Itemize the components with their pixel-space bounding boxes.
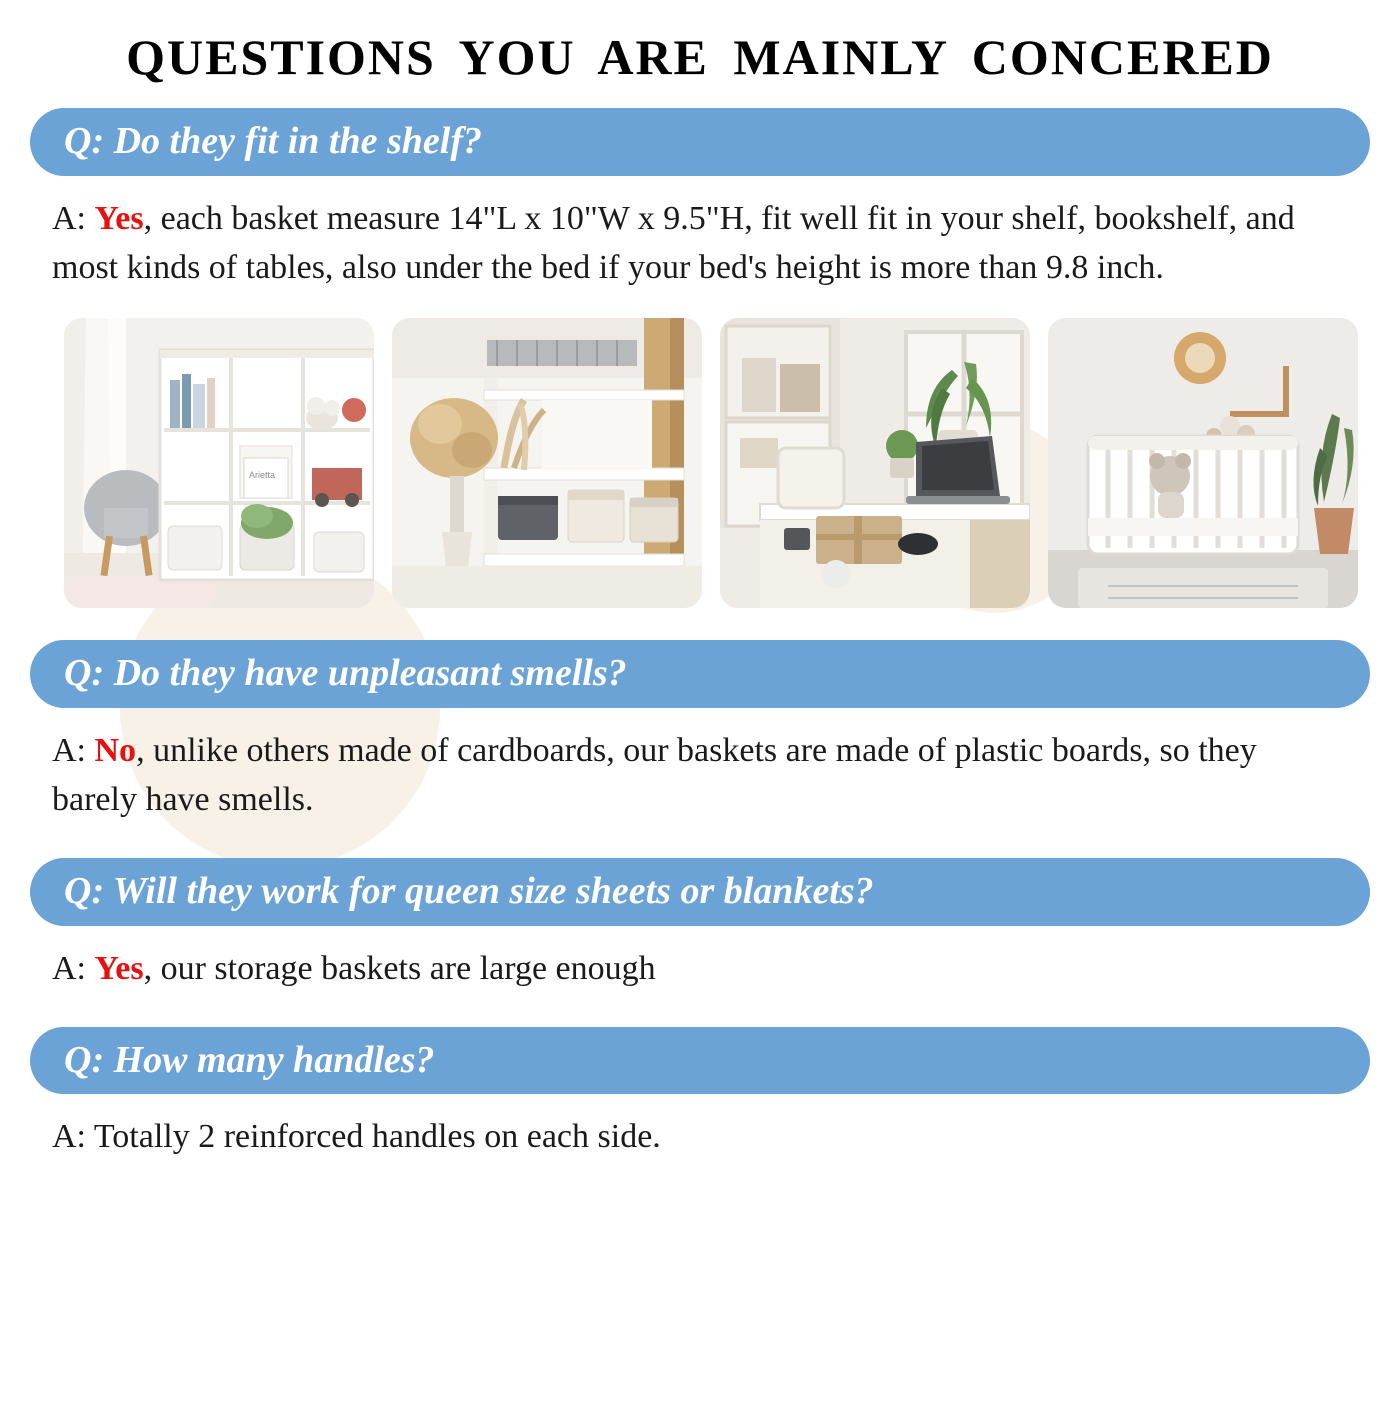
faq-answer-3: [30, 936, 1370, 993]
page-title: QUESTIONS YOU ARE MAINLY CONCERED: [126, 29, 1274, 85]
photo-nursery-crib-mobile: [1048, 318, 1358, 608]
faq-answer-4-prefix: A: Totally 2 reinforced handles on each side.: [52, 1118, 661, 1156]
faq-answer-1: [30, 186, 1370, 293]
faq-answer-2: [30, 718, 1370, 825]
faq-answer-3-rest: , our storage baskets are large enough: [143, 949, 656, 987]
faq-question-3: Q: Will they work for queen size sheets or blankets?: [30, 858, 1370, 926]
faq-question-4: Q: How many handles?: [30, 1027, 1370, 1095]
faq-answer-1-rest: , each basket measure 14"L x 10"W x 9.5"H, fit well fit in your shelf, bookshelf, and most kinds of tables, also under the bed if your bed's height is more than 9.8 inch.: [52, 199, 1295, 286]
faq-answer-2-rest: , unlike others made of cardboards, our baskets are made of plastic boards, so they barely have smells.: [52, 731, 1257, 818]
faq-answer-1-highlight: Yes: [94, 199, 144, 237]
image-gallery: [30, 292, 1370, 626]
svg-text:Arietta: Arietta: [249, 470, 276, 481]
faq-answer-3-highlight: Yes: [94, 949, 144, 987]
faq-question-1: Q: Do they fit in the shelf?: [30, 108, 1370, 176]
faq-answer-2-prefix: A:: [52, 731, 95, 769]
faq-question-2: Q: Do they have unpleasant smells?: [30, 640, 1370, 708]
faq-answer-3-prefix: A:: [52, 949, 95, 987]
faq-answer-2-highlight: No: [94, 731, 137, 769]
photo-white-cube-shelf-living-room: [64, 318, 374, 608]
faq-answer-4: [30, 1104, 1370, 1161]
faq-page: [0, 28, 1400, 1162]
photo-home-office-desk-laptop: [720, 318, 1030, 608]
faq-answer-1-prefix: A:: [52, 199, 95, 237]
photo-wooden-shelving-dried-flowers: [392, 318, 702, 608]
